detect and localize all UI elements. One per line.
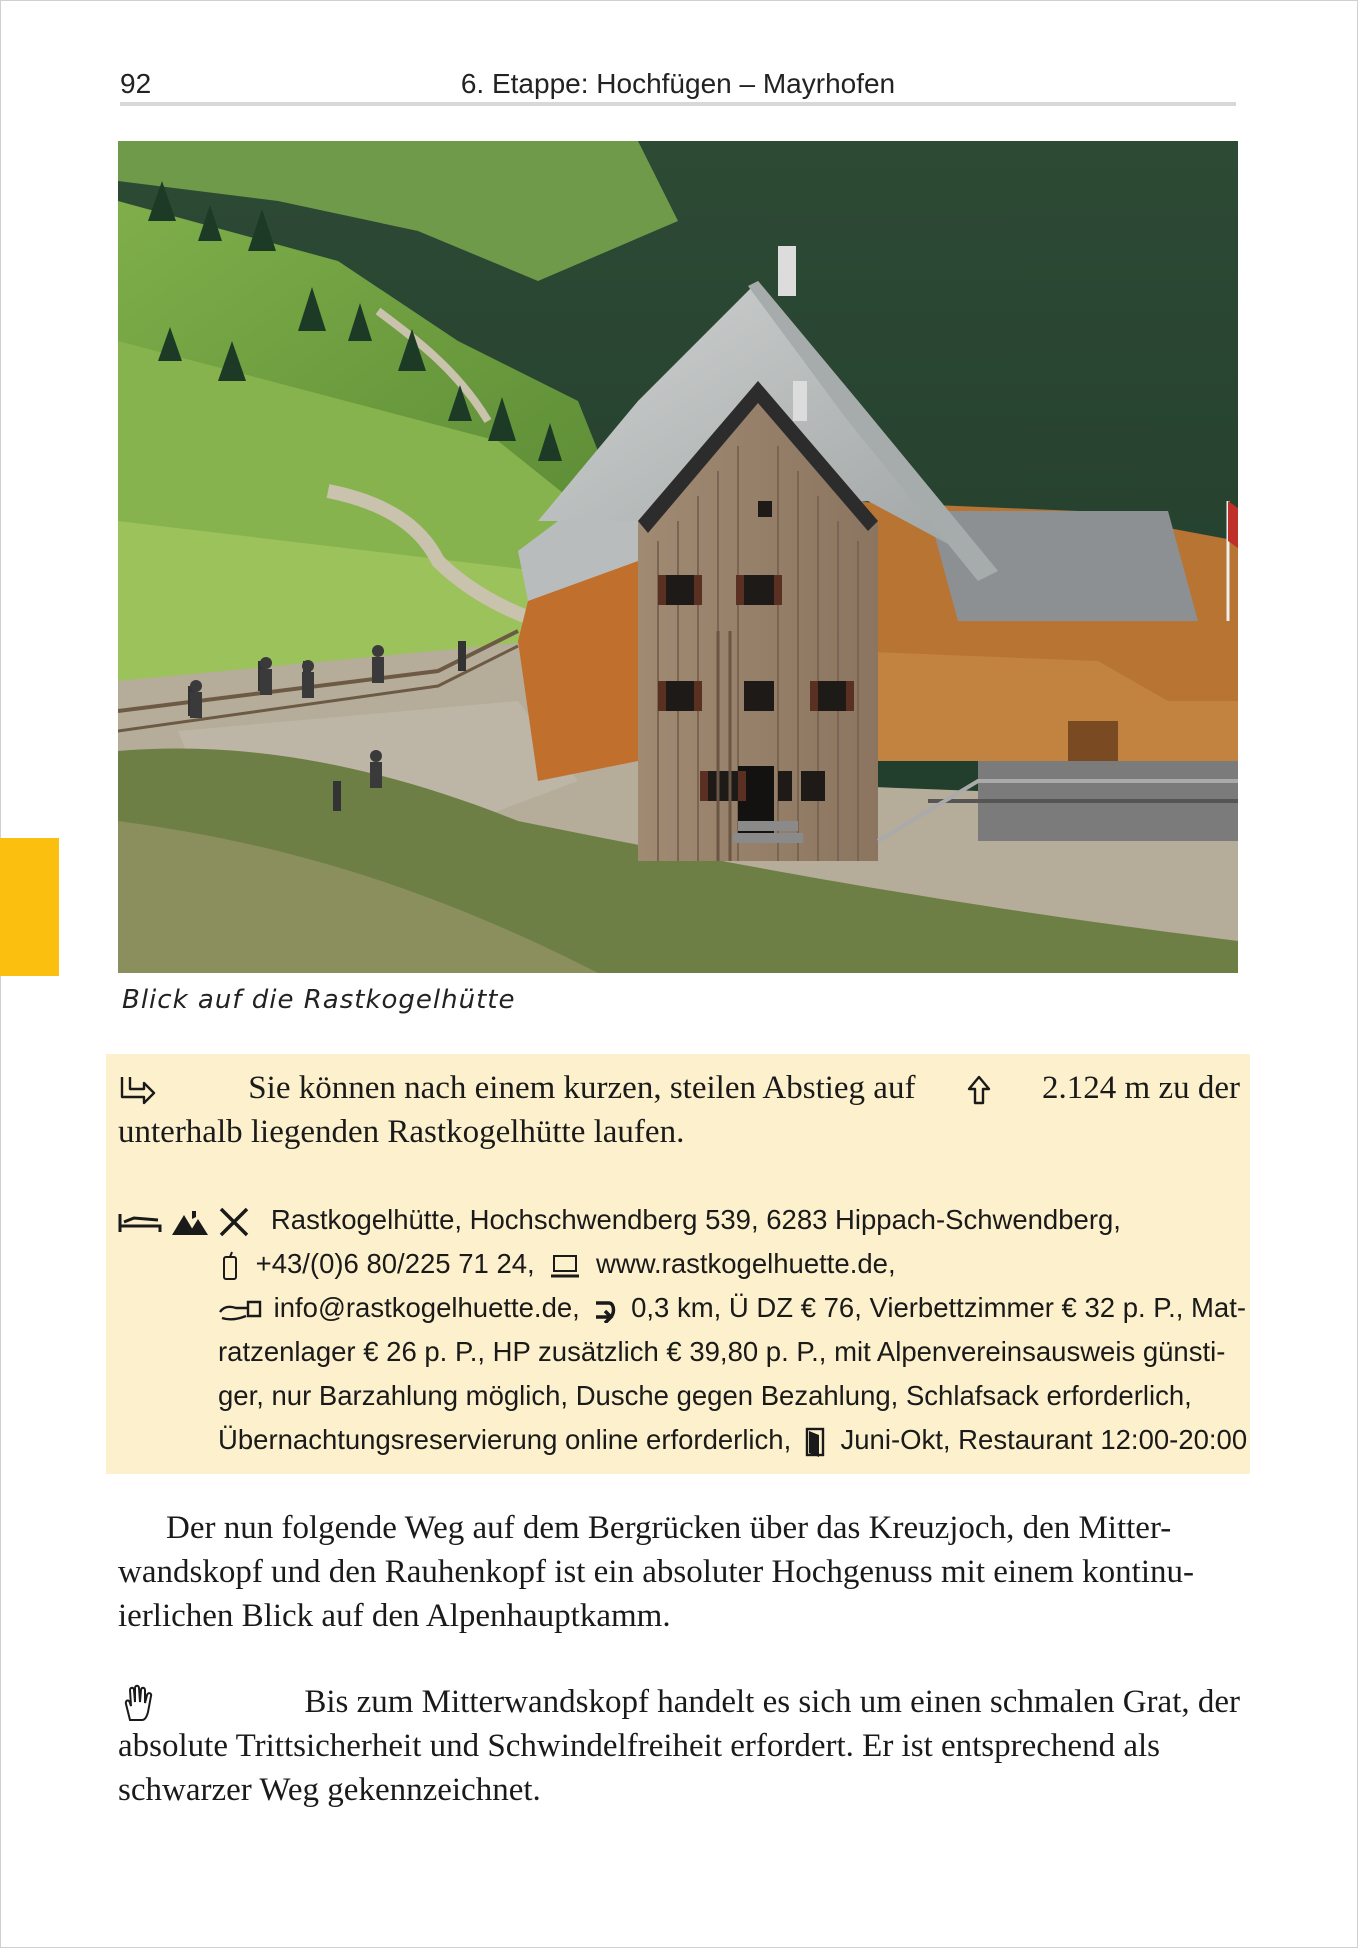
chapter-title: 6. Etappe: Hochfügen – Mayrhofen [460,68,896,99]
opening-hours: Juni-Okt, Restaurant 12:00-20:00 [840,1424,1248,1455]
open-door-icon [805,1424,827,1455]
para2-line-1-text: Bis zum Mitterwandskopf handelt es sich um einen schmalen Grat, der [304,1684,1240,1720]
ascent-arrow-icon [966,1066,992,1110]
para1-line-3: ierlichen Blick auf den Alpenhauptkamm. [118,1598,671,1634]
page-header [120,68,1236,106]
para2-line-3: schwarzer Weg gekennzeichnet. [118,1772,541,1809]
contact-line-1 [118,1198,1240,1242]
para1-line-2: wandskopf und den Rauhenkopf ist ein absoluter Hochgenuss mit einem kontinu- [118,1554,1194,1590]
hut-photo [118,141,1238,973]
warning-hand-icon [118,1680,198,1724]
hint-line-2: unterhalb liegenden Rastkogelhütte laufen. [118,1114,685,1150]
contact-line-3 [118,1286,1247,1330]
distance-arrow-icon [593,1292,619,1323]
website-link[interactable]: www.rastkogelhuette.de, [595,1248,896,1279]
para2-line-2: absolute Trittsicherheit und Schwindelfreiheit erfordert. Er ist entsprechend als [118,1728,1160,1765]
para2-line-1 [118,1680,1240,1724]
hint-arrow-icon [118,1066,198,1110]
reservation-note: Übernachtungsreservierung online erforderlich, [218,1424,792,1455]
mobile-phone-icon [218,1248,242,1279]
hut-name-address: Rastkogelhütte, Hochschwendberg 539, 6283 Hippach-Schwendberg, [270,1204,1121,1235]
restaurant-icon [217,1204,251,1235]
chapter-color-tab [0,838,59,976]
body-paragraph-1 [118,1506,1240,1638]
contact-line-5-text: ger, nur Barzahlung möglich, Dusche gegen Bezahlung, Schlafsack erforderlich, [218,1380,1192,1411]
hint-paragraph [118,1066,1240,1154]
contact-line-6 [118,1418,1248,1462]
contact-line-4-text: ratzenlager € 26 p. P., HP zusätzlich € 39,80 p. P., mit Alpenvereinsausweis günsti- [218,1336,1226,1367]
email-hand-icon [218,1292,262,1323]
phone-number[interactable]: +43/(0)6 80/225 71 24, [255,1248,535,1279]
hut-photo-illustration [118,141,1238,973]
computer-icon [550,1248,580,1279]
contact-line-5 [118,1374,1240,1418]
page-number: 92 [120,68,152,99]
photo-caption: Blick auf die Rastkogelhütte [122,985,516,1015]
para1-line-1 [118,1506,1240,1550]
contact-line-4 [118,1330,1240,1374]
hint-line-1 [118,1066,1240,1110]
para1-line-1-text: Der nun folgende Weg auf dem Bergrücken über das Kreuzjoch, den Mitter- [166,1510,1172,1546]
body-paragraph-2 [118,1680,1240,1812]
hut-icon [170,1204,210,1235]
email-address[interactable]: info@rastkogelhuette.de, [273,1292,580,1323]
bed-icon [118,1204,162,1235]
hut-contact-block [118,1198,1248,1462]
distance-and-prices: 0,3 km, Ü DZ € 76, Vierbettzimmer € 32 p. P., Mat- [631,1292,1247,1323]
hint-text-end: 2.124 m zu der [1042,1070,1240,1106]
contact-line-2 [118,1242,1240,1286]
hint-text-start: Sie können nach einem kurzen, steilen Abstieg auf [248,1070,916,1106]
